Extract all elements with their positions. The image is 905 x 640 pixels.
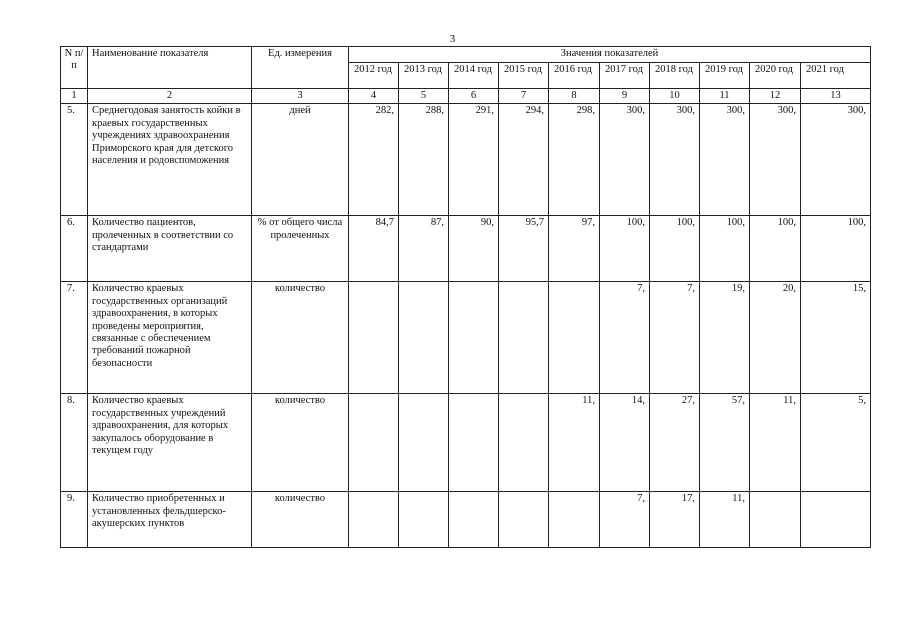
indicator-value bbox=[449, 394, 499, 492]
indicator-value: 7, bbox=[650, 282, 700, 394]
indicator-value: 14, bbox=[600, 394, 650, 492]
unit-of-measure: количество bbox=[252, 394, 349, 492]
indicator-value: 100, bbox=[801, 216, 871, 282]
column-number: 9 bbox=[600, 89, 650, 104]
indicator-name: Количество краевых государственных организаций здравоохранения, в которых проведены мероприятия, связанные с обеспечением требований пожарной безопасности bbox=[88, 282, 252, 394]
indicator-value: 300, bbox=[600, 104, 650, 216]
row-number: 6. bbox=[61, 216, 88, 282]
header-unit: Ед. измерения bbox=[252, 47, 349, 89]
indicator-value: 100, bbox=[700, 216, 750, 282]
indicator-value bbox=[449, 492, 499, 548]
indicators-table bbox=[60, 46, 871, 548]
indicator-value bbox=[499, 394, 549, 492]
indicator-value bbox=[399, 492, 449, 548]
column-number: 11 bbox=[700, 89, 750, 104]
column-number: 6 bbox=[449, 89, 499, 104]
indicator-value: 90, bbox=[449, 216, 499, 282]
row-number: 5. bbox=[61, 104, 88, 216]
indicator-value: 15, bbox=[801, 282, 871, 394]
indicator-value: 7, bbox=[600, 282, 650, 394]
indicator-value: 100, bbox=[650, 216, 700, 282]
indicator-value bbox=[399, 282, 449, 394]
column-number: 13 bbox=[801, 89, 871, 104]
indicator-value: 84,7 bbox=[349, 216, 399, 282]
table-row bbox=[61, 216, 871, 282]
indicator-value bbox=[549, 492, 600, 548]
header-indicator-name: Наименование показателя bbox=[88, 47, 252, 89]
indicator-value: 291, bbox=[449, 104, 499, 216]
unit-of-measure: дней bbox=[252, 104, 349, 216]
indicator-value: 294, bbox=[499, 104, 549, 216]
header-year: 2018 год bbox=[650, 63, 700, 89]
unit-of-measure: количество bbox=[252, 492, 349, 548]
indicator-value: 87, bbox=[399, 216, 449, 282]
indicator-value: 298, bbox=[549, 104, 600, 216]
indicator-name: Количество приобретенных и установленных фельдшерско-акушерских пунктов bbox=[88, 492, 252, 548]
indicator-value: 17, bbox=[650, 492, 700, 548]
indicator-value: 97, bbox=[549, 216, 600, 282]
page-number: 3 bbox=[449, 33, 456, 45]
indicator-value: 100, bbox=[600, 216, 650, 282]
column-number: 4 bbox=[349, 89, 399, 104]
indicator-name: Количество пациентов, пролеченных в соответствии со стандартами bbox=[88, 216, 252, 282]
indicator-value: 300, bbox=[750, 104, 801, 216]
indicator-value: 20, bbox=[750, 282, 801, 394]
indicator-name: Количество краевых государственных учреждений здравоохранения, для которых закупалось оборудование в текущем году bbox=[88, 394, 252, 492]
indicator-value: 300, bbox=[700, 104, 750, 216]
column-number: 7 bbox=[499, 89, 549, 104]
indicator-value: 282, bbox=[349, 104, 399, 216]
table-row bbox=[61, 492, 871, 548]
column-number: 12 bbox=[750, 89, 801, 104]
indicator-value bbox=[549, 282, 600, 394]
indicator-value bbox=[499, 492, 549, 548]
indicator-value bbox=[349, 282, 399, 394]
column-number-row bbox=[61, 89, 871, 104]
header-year: 2014 год bbox=[449, 63, 499, 89]
indicator-value bbox=[399, 394, 449, 492]
indicator-value: 27, bbox=[650, 394, 700, 492]
indicator-value: 19, bbox=[700, 282, 750, 394]
header-year: 2017 год bbox=[600, 63, 650, 89]
indicator-value: 11, bbox=[549, 394, 600, 492]
header-indicator-values: Значения показателей bbox=[349, 47, 871, 63]
header-year: 2020 год bbox=[750, 63, 801, 89]
header-year: 2015 год bbox=[499, 63, 549, 89]
header-row bbox=[61, 47, 871, 63]
column-number: 2 bbox=[88, 89, 252, 104]
indicator-value bbox=[750, 492, 801, 548]
indicator-value: 95,7 bbox=[499, 216, 549, 282]
row-number: 8. bbox=[61, 394, 88, 492]
table-row bbox=[61, 394, 871, 492]
indicator-value: 11, bbox=[750, 394, 801, 492]
indicator-value: 300, bbox=[801, 104, 871, 216]
unit-of-measure: количество bbox=[252, 282, 349, 394]
column-number: 5 bbox=[399, 89, 449, 104]
indicator-value bbox=[349, 492, 399, 548]
column-number: 8 bbox=[549, 89, 600, 104]
row-number: 9. bbox=[61, 492, 88, 548]
column-number: 3 bbox=[252, 89, 349, 104]
header-year: 2012 год bbox=[349, 63, 399, 89]
table-row bbox=[61, 282, 871, 394]
header-n-pp: N п/п bbox=[61, 47, 88, 89]
indicator-value bbox=[801, 492, 871, 548]
indicator-value: 5, bbox=[801, 394, 871, 492]
table-row bbox=[61, 104, 871, 216]
indicator-value: 7, bbox=[600, 492, 650, 548]
header-year: 2013 год bbox=[399, 63, 449, 89]
unit-of-measure: % от общего числа пролеченных bbox=[252, 216, 349, 282]
indicator-value: 288, bbox=[399, 104, 449, 216]
column-number: 1 bbox=[61, 89, 88, 104]
indicator-value bbox=[449, 282, 499, 394]
indicator-value: 57, bbox=[700, 394, 750, 492]
row-number: 7. bbox=[61, 282, 88, 394]
indicator-name: Среднегодовая занятость койки в краевых государственных учреждениях здравоохранения Приморского края для детского населения и родовспоможения bbox=[88, 104, 252, 216]
header-year: 2021 год bbox=[801, 63, 871, 89]
indicator-value: 11, bbox=[700, 492, 750, 548]
header-year: 2016 год bbox=[549, 63, 600, 89]
indicator-value: 300, bbox=[650, 104, 700, 216]
column-number: 10 bbox=[650, 89, 700, 104]
indicator-value: 100, bbox=[750, 216, 801, 282]
header-year: 2019 год bbox=[700, 63, 750, 89]
indicator-value bbox=[499, 282, 549, 394]
indicator-value bbox=[349, 394, 399, 492]
